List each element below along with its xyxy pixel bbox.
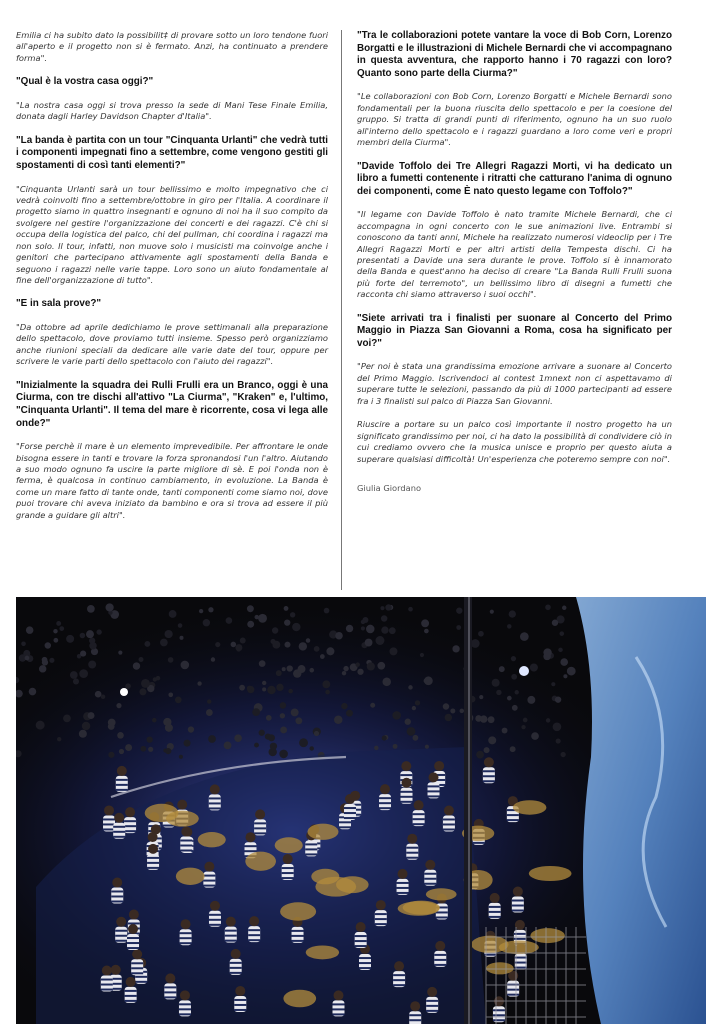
column-divider bbox=[341, 30, 342, 590]
answer-paragraph: "Cinquanta Urlanti sarà un tour bellissimo e molto impegnativo che ci vedrà coinvolti fino a settembre/ottobre in giro per l'Italia. A coordinare il progetto siamo in quattro insegnanti e ognuno di noi ha il suo compito da svolgere nel gestire l'organizzazione dei concerti e dei ragazzi. C'è chi si occupa della logistica del palco, chi del pullman, chi coordina i ragazzi ma non solo. Il tour, infatti, non muove solo i musicisti ma coinvolge anche i genitori che partecipano attivamente agli spostamenti della Banda e seguono i ragazzi nelle varie tappe. Loro sono un aiuto fondamentale al fine dell'organizzazione di tutto". bbox=[16, 183, 328, 285]
question-heading: "E in sala prove?" bbox=[16, 298, 102, 310]
answer-paragraph: "Le collaborazioni con Bob Corn, Lorenzo Borgatti e Michele Bernardi sono fondamentali per la buona riuscita dello spettacolo e per la coesione del gruppo. Si tratta di grandi punti di riferimento, ognuno ha un suo ruolo all'interno dello spettacolo e i ragazzi guardano a loro come veri e propri membri della Ciurma". bbox=[357, 91, 672, 148]
answer-paragraph: Emilia ci ha subito dato la possibilit‡ di provare sotto un loro tendone fuori all'aperto e il progetto non si è fermato. Anzi, ha continuato a prendere forma". bbox=[16, 30, 328, 63]
answer-paragraph: "Forse perchè il mare è un elemento imprevedibile. Per affrontare le onde bisogna essere in tanti e trovare la forza spronandosi l'un l'altro. Aiutando a suo modo ognuno fa uscire la parte migliore di sè. E poi l'onda non è ferma, è qualcosa in continuo cambiamento, in evoluzione. La Banda è come un mare fatto di tante onde, tanti componenti come siamo noi, dove puoi trovare chi aveva iniziato da bambino e ora si trova ad essere il più grande a guidare gli altri". bbox=[16, 441, 328, 520]
answer-paragraph: Riuscire a portare su un palco così importante il nostro progetto ha un significato grandissimo per noi, ci ha dato la possibilità di condividere ciò in cui crediamo ovvero che la musica unisce e proprio per questo aiuta a superare qualsiasi difficoltà! Un'esperienza che poteremo sempre con noi". bbox=[357, 419, 672, 464]
question-heading: "Davide Toffolo dei Tre Allegri Ragazzi Morti, vi ha dedicato un libro a fumetti contenente i ritratti che catturano l'anima di ognuno dei componenti, come È nato questo legame con Toffolo?" bbox=[357, 160, 672, 197]
question-heading: "Inizialmente la squadra dei Rulli Frulli era un Branco, oggi è una Ciurma, con tre dischi all'attivo "La Ciurma", "Kraken" e, l'ultimo, "Cinquanta Urlanti". Il tema del mare è ricorrente, cosa vi lega alle onde?" bbox=[16, 379, 328, 429]
author-signature: Giulia Giordano bbox=[357, 482, 422, 493]
answer-paragraph: "Il legame con Davide Toffolo è nato tramite Michele Bernardi, che ci accompagna in ogni concerto con le sue animazioni live. Entrambi si conoscono da tanti anni, Michele ha realizzato numerosi videoclip per i Tre Allegri Ragazzi Morti e per altri artisti della Tempesta dischi. Ci ha presentati a Davide una sera durante le prove. Toffolo si è innamorato della Banda e quest'anno ha deciso di creare "La Banda Rulli Frulli suona più forte del terremoto", un bellissimo libro di disegni a fumetti che racconta chi siamo attraverso i suoi occhi". bbox=[357, 209, 672, 300]
left-column bbox=[16, 30, 328, 533]
question-heading: "La banda è partita con un tour "Cinquanta Urlanti" che vedrà tutti i componenti impegnati fino a settembre, come vengono gestiti gli spostamenti di così tanti elementi?" bbox=[16, 134, 328, 171]
answer-paragraph: "Per noi è stata una grandissima emozione arrivare a suonare al Concerto del Primo Maggio. Iscrivendoci al contest 1mnext non ci aspettavamo di superare tutte le selezioni, passando da più di 1000 partecipanti ad essere fra i 3 finalisti sul palco di Piazza San Giovanni. bbox=[357, 361, 672, 406]
question-heading: "Siete arrivati tra i finalisti per suonare al Concerto del Primo Maggio in Piazza San Giovanni a Roma, cosa ha significato per voi?" bbox=[357, 312, 672, 349]
right-column bbox=[357, 30, 672, 493]
question-heading: "Tra le collaborazioni potete vantare la voce di Bob Corn, Lorenzo Borgatti e le illustrazioni di Michele Bernardi che vi accompagnano in questa avventura, che rapporto hanno i 70 ragazzi con loro? Quanto sono parte della Ciurma?" bbox=[357, 30, 672, 79]
question-heading: "Qual è la vostra casa oggi?" bbox=[16, 76, 154, 88]
answer-paragraph: "La nostra casa oggi si trova presso la sede di Mani Tese Finale Emilia, donata dagli Harley Davidson Chapter d'Italia". bbox=[16, 99, 328, 122]
concert-photo bbox=[16, 597, 706, 1024]
answer-paragraph: "Da ottobre ad aprile dedichiamo le prove settimanali alla preparazione dello spettacolo, dove proviamo tutti insieme. Spesso però organizziamo anche riunioni speciali da dedicare alle varie date del tour, oppure per scrivere le varie parti dello spettacolo con l'aiuto dei ragazzi". bbox=[16, 322, 328, 367]
